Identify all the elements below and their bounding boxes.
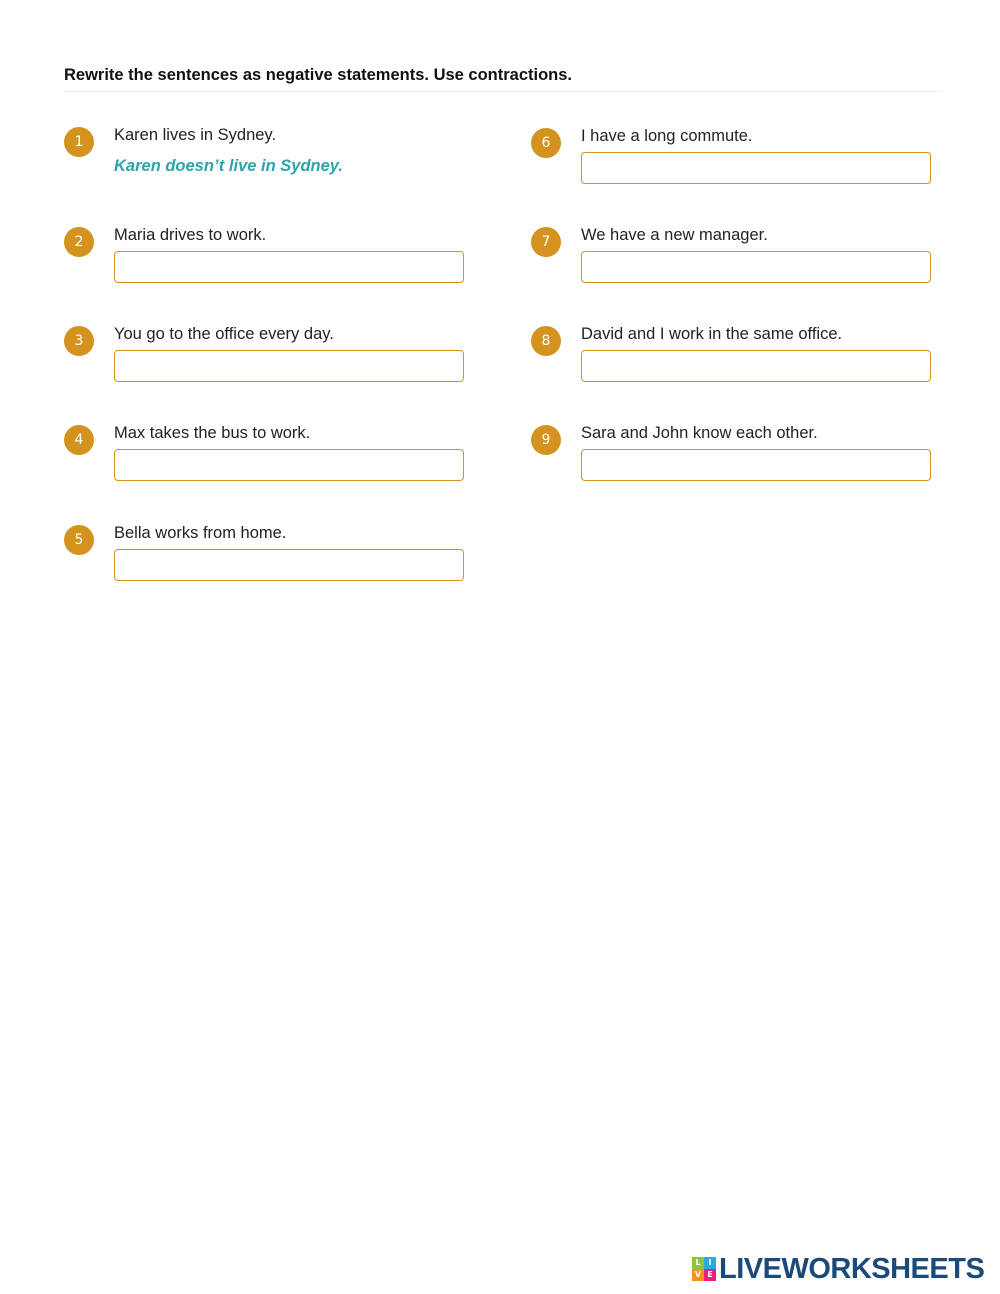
- prompt-sentence: Sara and John know each other.: [581, 424, 818, 442]
- item-number-badge: 3: [64, 326, 94, 356]
- example-answer: Karen doesn’t live in Sydney.: [114, 157, 343, 175]
- answer-input-2[interactable]: [114, 251, 464, 283]
- item-number-badge: 7: [531, 227, 561, 257]
- item-number-badge: 4: [64, 425, 94, 455]
- logo-mark-letter: I: [704, 1257, 716, 1269]
- exercise-item-7: [531, 226, 951, 296]
- header-divider: [64, 91, 942, 92]
- item-number-badge: 6: [531, 128, 561, 158]
- instruction-heading: Rewrite the sentences as negative statements. Use contractions.: [64, 66, 573, 84]
- prompt-sentence: Bella works from home.: [114, 524, 287, 542]
- item-number-badge: 9: [531, 425, 561, 455]
- answer-input-6[interactable]: [581, 152, 931, 184]
- logo-mark-letter: V: [692, 1269, 704, 1281]
- item-number-badge: 2: [64, 227, 94, 257]
- exercise-item-6: [531, 127, 951, 197]
- exercise-item-2: [64, 226, 484, 296]
- liveworksheets-logo: [692, 1252, 984, 1286]
- prompt-sentence: We have a new manager.: [581, 226, 768, 244]
- logo-wordmark: LIVEWORKSHEETS: [719, 1252, 985, 1285]
- answer-input-3[interactable]: [114, 350, 464, 382]
- logo-mark-icon: [692, 1257, 716, 1281]
- item-number-badge: 1: [64, 127, 94, 157]
- exercise-item-3: [64, 325, 484, 395]
- prompt-sentence: Karen lives in Sydney.: [114, 126, 277, 144]
- prompt-sentence: You go to the office every day.: [114, 325, 334, 343]
- logo-mark-letter: E: [704, 1269, 716, 1281]
- answer-input-8[interactable]: [581, 350, 931, 382]
- prompt-sentence: Max takes the bus to work.: [114, 424, 311, 442]
- answer-input-5[interactable]: [114, 549, 464, 581]
- answer-input-9[interactable]: [581, 449, 931, 481]
- exercise-item-5: [64, 524, 484, 594]
- exercise-item-4: [64, 424, 484, 494]
- prompt-sentence: Maria drives to work.: [114, 226, 267, 244]
- answer-input-7[interactable]: [581, 251, 931, 283]
- prompt-sentence: David and I work in the same office.: [581, 325, 843, 343]
- answer-input-4[interactable]: [114, 449, 464, 481]
- exercise-item-8: [531, 325, 951, 395]
- exercise-item-9: [531, 424, 951, 494]
- item-number-badge: 5: [64, 525, 94, 555]
- exercise-item-1: [64, 126, 484, 196]
- item-number-badge: 8: [531, 326, 561, 356]
- prompt-sentence: I have a long commute.: [581, 127, 753, 145]
- logo-mark-letter: L: [692, 1257, 704, 1269]
